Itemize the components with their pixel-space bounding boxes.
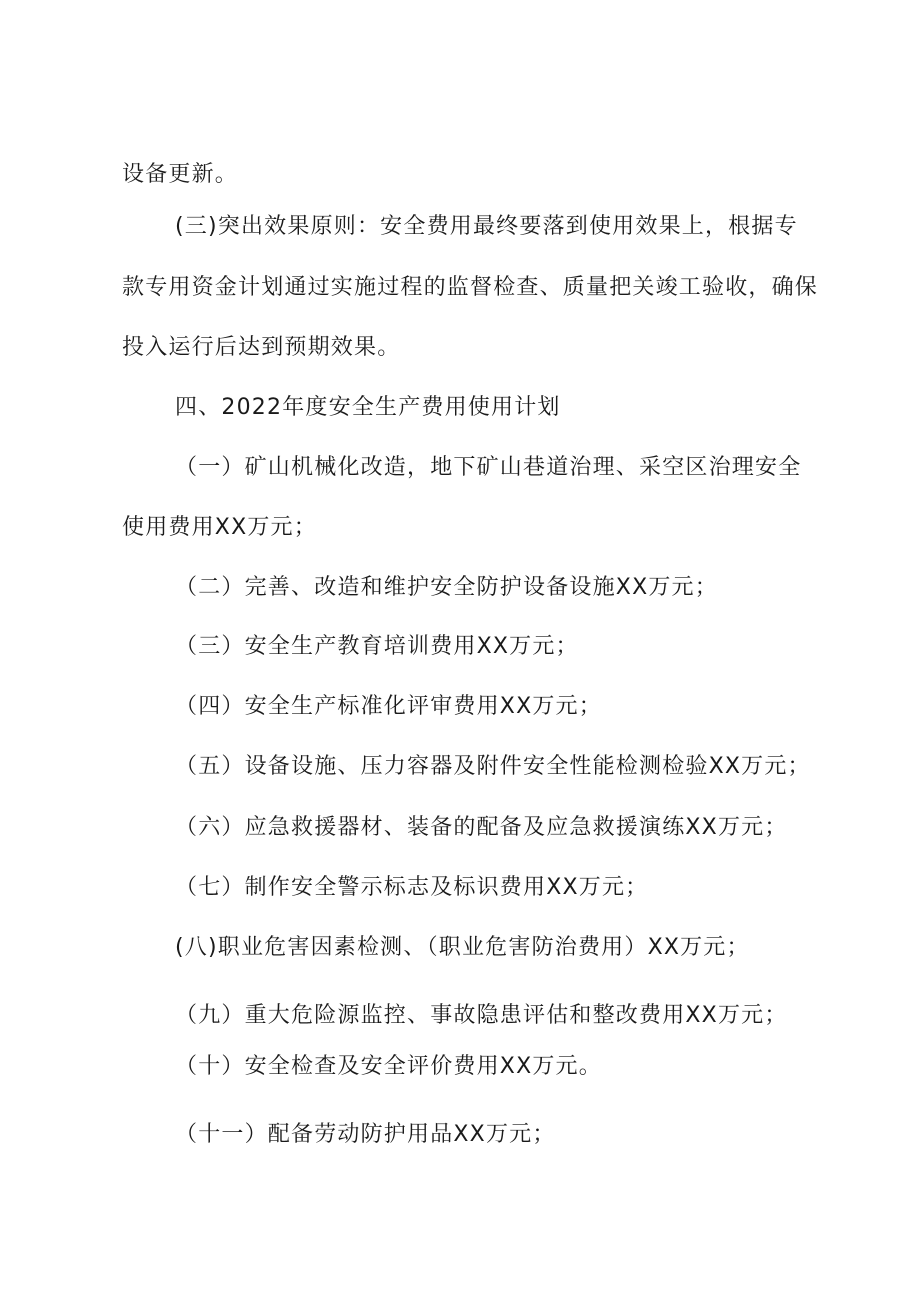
section-heading: 四、2022年度安全生产费用使用计划 [175,395,561,420]
text-line: 款专用资金计划通过实施过程的监督检查、质量把关竣工验收，确保 [122,275,819,300]
list-item: （七）制作安全警示标志及标识费用XX万元； [175,875,649,900]
list-item: （二）完善、改造和维护安全防护设备设施XX万元； [175,575,718,600]
text-line: 投入运行后达到预期效果。 [122,335,401,360]
text-line: (三)突出效果原则：安全费用最终要落到使用效果上，根据专 [175,214,798,239]
list-item: （四）安全生产标准化评审费用XX万元； [175,694,602,719]
list-item: （五）设备设施、压力容器及附件安全性能检测检验XX万元； [175,754,811,779]
list-item: (八)职业危害因素检测、（职业危害防治费用）XX万元； [175,935,750,960]
list-item: （六）应急救援器材、装备的配备及应急救援演练XX万元； [175,815,788,840]
text-line: 使用费用XX万元； [122,515,317,540]
list-item: （三）安全生产教育培训费用XX万元； [175,634,579,659]
list-item: （十一）配备劳动防护用品XX万元； [175,1122,556,1147]
list-item: （十）安全检查及安全评价费用XX万元。 [175,1054,602,1079]
text-line: 设备更新。 [122,162,239,187]
list-item: （一）矿山机械化改造，地下矿山巷道治理、采空区治理安全 [175,455,802,480]
list-item: （九）重大危险源监控、事故隐患评估和整改费用XX万元； [175,1003,788,1028]
